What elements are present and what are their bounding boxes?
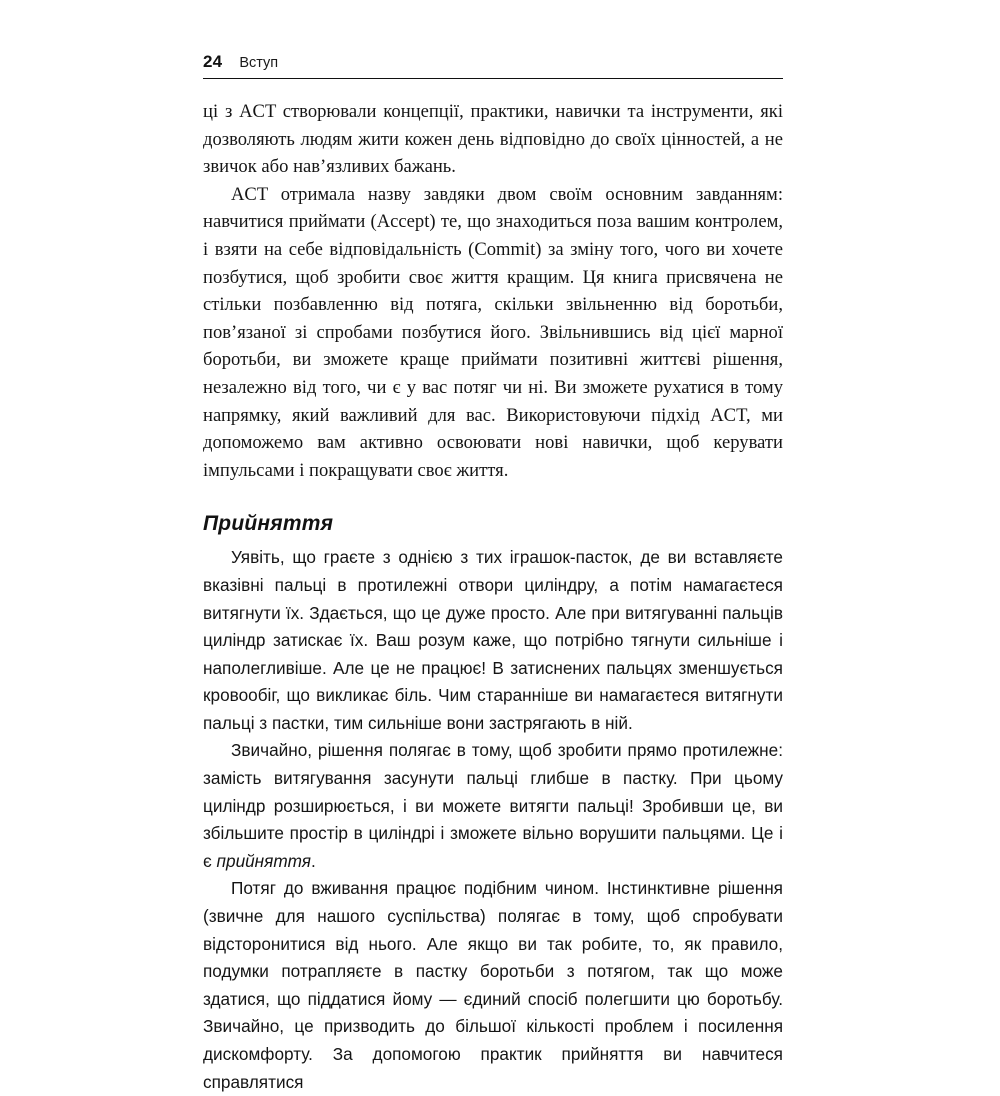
page-number: 24 — [203, 52, 223, 71]
paragraph — [203, 737, 783, 875]
paragraph: Потяг до вживання працює подібним чином. Інстинктивне рішення (звичне для нашого суспільства) полягає в тому, щоб спробувати відсторонитися від нього. Але якщо ви так робите, то, як правило, подумки потрапляєте в пастку боротьби з потягом, так що може здатися, що піддатися йому — єдиний спосіб полегшити цю боротьбу. Звичайно, це призводить до більшої кількості проблем і посилення дискомфорту. За допомогою практик прийняття ви навчитеся справлятися — [203, 878, 783, 1092]
body-text-top — [203, 98, 783, 484]
body-text-section — [203, 544, 783, 1096]
running-head-title: Вступ — [239, 55, 279, 71]
emphasis-term: прийняття — [216, 850, 311, 871]
section-heading: Прийняття — [203, 512, 334, 536]
paragraph: ці з ACT створювали концепції, практики, навички та інструменти, які дозволяють людям жити кожен день відповідно до своїх цінностей, а не звичок або нав’язливих бажань. — [203, 101, 783, 178]
paragraph-text-part: Звичайно, рішення полягає в тому, щоб зробити прямо протилежне: замість витягування засунути пальці глибше в пастку. При цьому циліндр розширюється, і ви можете витягти пальці! Зробивши це, ви збільшите простір в циліндрі і зможете вільно ворушити пальцями. Це і є — [203, 740, 783, 871]
paragraph-text-part: . — [310, 850, 316, 871]
page-content — [203, 52, 783, 1096]
paragraph: ACT отримала назву завдяки двом своїм основним завданням: навчитися приймати (Accept) те, що знаходиться поза вашим контролем, і взяти на себе відповідальність (Commit) за зміну того, чого ви хочете позбутися, щоб зробити своє життя кращим. Ця книга присвячена не стільки позбавленню від потяга, скільки звільненню від боротьби, пов’язаної зі спробами позбутися його. Звільнившись від цієї марної боротьби, ви зможете краще приймати позитивні життєві рішення, незалежно від того, чи є у вас потяг чи ні. Ви зможете рухатися в тому напрямку, який важливий для вас. Використовуючи підхід ACT, ми допоможемо вам активно освоювати нові навички, щоб керувати імпульсами і покращувати своє життя. — [203, 183, 783, 481]
running-head — [203, 52, 783, 79]
paragraph: Уявіть, що граєте з однією з тих іграшок-пасток, де ви вставляєте вказівні пальці в протилежні отвори циліндру, а потім намагаєтеся витягнути їх. Здається, що це дуже просто. Але при витягуванні пальців циліндр затискає їх. Ваш розум каже, що потрібно тягнути сильніше і наполегливіше. Але це не працює! В затиснених пальцях зменшується кровообіг, що викликає біль. Чим старанніше ви намагаєтеся витягнути пальці з пастки, тим сильніше вони застрягають в ній. — [203, 547, 783, 733]
